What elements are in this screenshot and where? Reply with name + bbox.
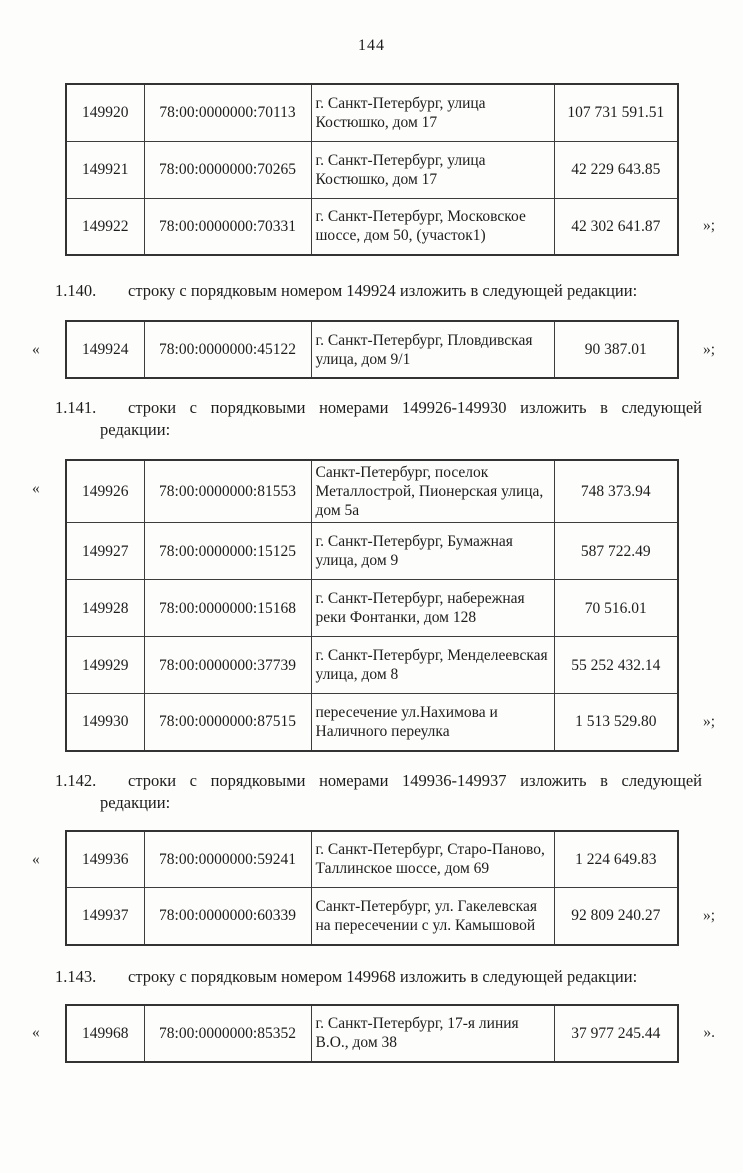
address-cell: пересечение ул.Нахимова и Наличного переулка: [311, 694, 554, 751]
opening-quote: «: [32, 340, 40, 358]
amendment-table: [65, 830, 679, 946]
section-text: строки с порядковыми номерами 149936-149937 изложить в следующей редакции:: [100, 770, 702, 812]
address-cell: г. Санкт-Петербург, Московское шоссе, дом 50, (участок1): [311, 198, 554, 255]
value-cell: 748 373.94: [554, 460, 678, 523]
amendment-table: [65, 83, 679, 256]
address-cell: г. Санкт-Петербург, Пловдивская улица, дом 9/1: [311, 321, 554, 378]
ordinal-cell: 149920: [66, 84, 144, 141]
section-number: 1.142.: [55, 770, 97, 790]
section-heading-1-141: [55, 397, 702, 441]
table-row: [66, 694, 678, 751]
opening-quote: «: [32, 850, 40, 868]
table-row: [66, 460, 678, 523]
address-cell: г. Санкт-Петербург, Бумажная улица, дом 9: [311, 523, 554, 580]
amendment-table: [65, 320, 679, 379]
table-row: [66, 1005, 678, 1062]
table-row: [66, 888, 678, 945]
closing-quote: »;: [702, 712, 715, 730]
table-row: [66, 84, 678, 141]
value-cell: 1 224 649.83: [554, 831, 678, 888]
value-cell: 587 722.49: [554, 523, 678, 580]
section-text: строки с порядковыми номерами 149926-149930 изложить в следующей редакции:: [100, 398, 702, 439]
cadastral-cell: 78:00:0000000:81553: [144, 460, 311, 523]
address-cell: г. Санкт-Петербург, 17-я линия В.О., дом 38: [311, 1005, 554, 1062]
ordinal-cell: 149926: [66, 460, 144, 523]
cadastral-cell: 78:00:0000000:70113: [144, 84, 311, 141]
ordinal-cell: 149937: [66, 888, 144, 945]
address-cell: Санкт-Петербург, поселок Металлострой, Пионерская улица, дом 5а: [311, 460, 554, 523]
table-row: [66, 831, 678, 888]
closing-quote: ».: [703, 1024, 715, 1041]
section-number: 1.141.: [55, 398, 97, 417]
value-cell: 107 731 591.51: [554, 84, 678, 141]
table-block-149924: [32, 320, 715, 379]
value-cell: 42 302 641.87: [554, 198, 678, 255]
section-heading-1-142: [55, 770, 702, 814]
table-row: [66, 580, 678, 637]
section-heading-1-140: [55, 280, 702, 302]
cadastral-cell: 78:00:0000000:15168: [144, 580, 311, 637]
table-row: [66, 321, 678, 378]
ordinal-cell: 149936: [66, 831, 144, 888]
ordinal-cell: 149929: [66, 637, 144, 694]
table-block-149926-149930: [32, 459, 715, 752]
cadastral-cell: 78:00:0000000:87515: [144, 694, 311, 751]
value-cell: 90 387.01: [554, 321, 678, 378]
table-block-149968: [32, 1004, 715, 1063]
ordinal-cell: 149928: [66, 580, 144, 637]
closing-quote: »;: [702, 340, 715, 358]
section-number: 1.143.: [55, 966, 97, 986]
amendment-table: [65, 1004, 679, 1063]
closing-quote: »;: [702, 906, 715, 924]
address-cell: г. Санкт-Петербург, набережная реки Фонтанки, дом 128: [311, 580, 554, 637]
value-cell: 55 252 432.14: [554, 637, 678, 694]
table-row: [66, 198, 678, 255]
address-cell: г. Санкт-Петербург, Старо-Паново, Таллинское шоссе, дом 69: [311, 831, 554, 888]
section-text: строку с порядковым номером 149968 изложить в следующей редакции:: [128, 966, 638, 986]
cadastral-cell: 78:00:0000000:85352: [144, 1005, 311, 1062]
page-number: 144: [358, 37, 385, 54]
section-text: строку с порядковым номером 149924 изложить в следующей редакции:: [128, 281, 638, 300]
cadastral-cell: 78:00:0000000:37739: [144, 637, 311, 694]
value-cell: 92 809 240.27: [554, 888, 678, 945]
cadastral-cell: 78:00:0000000:59241: [144, 831, 311, 888]
table-row: [66, 523, 678, 580]
address-cell: г. Санкт-Петербург, улица Костюшко, дом 17: [311, 84, 554, 141]
cadastral-cell: 78:00:0000000:15125: [144, 523, 311, 580]
ordinal-cell: 149921: [66, 141, 144, 198]
table-block-149936-149937: [32, 830, 715, 946]
section-heading-1-143: [55, 966, 702, 988]
cadastral-cell: 78:00:0000000:60339: [144, 888, 311, 945]
cadastral-cell: 78:00:0000000:70331: [144, 198, 311, 255]
value-cell: 70 516.01: [554, 580, 678, 637]
cadastral-cell: 78:00:0000000:70265: [144, 141, 311, 198]
opening-quote: «: [32, 1024, 40, 1041]
section-number: 1.140.: [55, 281, 97, 300]
address-cell: г. Санкт-Петербург, Менделеевская улица, дом 8: [311, 637, 554, 694]
value-cell: 42 229 643.85: [554, 141, 678, 198]
address-cell: г. Санкт-Петербург, улица Костюшко, дом 17: [311, 141, 554, 198]
amendment-table: [65, 459, 679, 752]
table-block-149920-149922: [65, 83, 715, 256]
value-cell: 1 513 529.80: [554, 694, 678, 751]
table-row: [66, 141, 678, 198]
address-cell: Санкт-Петербург, ул. Гакелевская на пересечении с ул. Камышовой: [311, 888, 554, 945]
table-row: [66, 637, 678, 694]
cadastral-cell: 78:00:0000000:45122: [144, 321, 311, 378]
ordinal-cell: 149924: [66, 321, 144, 378]
value-cell: 37 977 245.44: [554, 1005, 678, 1062]
ordinal-cell: 149930: [66, 694, 144, 751]
opening-quote: «: [32, 480, 40, 497]
ordinal-cell: 149927: [66, 523, 144, 580]
ordinal-cell: 149968: [66, 1005, 144, 1062]
closing-quote: »;: [702, 217, 715, 234]
ordinal-cell: 149922: [66, 198, 144, 255]
